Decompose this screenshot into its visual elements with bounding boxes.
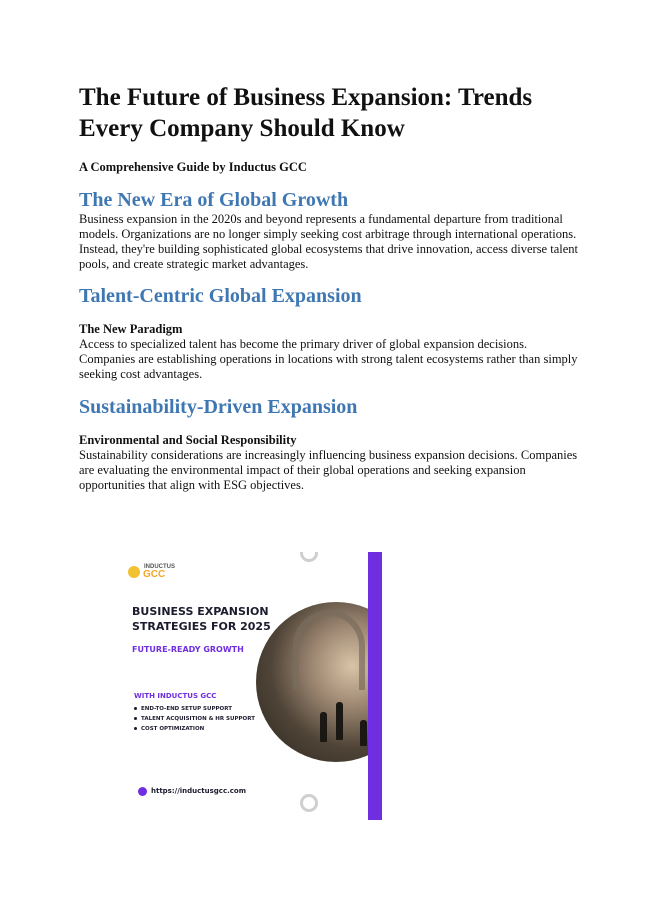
- bullet-icon: [134, 717, 137, 720]
- feature-text: END-TO-END SETUP SUPPORT: [141, 706, 232, 712]
- document-subtitle: A Comprehensive Guide by Inductus GCC: [79, 160, 307, 174]
- promo-with-label: WITH INDUCTUS GCC: [134, 692, 217, 700]
- promo-title: BUSINESS EXPANSION STRATEGIES FOR 2025: [132, 605, 271, 633]
- photo-arch: [293, 610, 365, 690]
- feature-text: TALENT ACQUISITION & HR SUPPORT: [141, 716, 255, 722]
- promo-accent-strip: [368, 552, 382, 820]
- promo-feature-list: [134, 704, 255, 734]
- feature-text: COST OPTIMIZATION: [141, 726, 205, 732]
- section-heading-talent: Talent-Centric Global Expansion: [79, 285, 362, 307]
- document-title: The Future of Business Expansion: Trends Every Company Should Know: [79, 84, 533, 142]
- section-paragraph-talent: Access to specialized talent has become the primary driver of global expansion decisions. Companies are establishing operations in locations with strong talent ecosystems rather than simply seeking cost advantages.: [79, 337, 578, 381]
- photo-person: [336, 702, 343, 740]
- list-item: [134, 714, 255, 724]
- section-subheading-talent: The New Paradigm: [79, 322, 183, 336]
- section-paragraph-global-growth: Business expansion in the 2020s and beyond represents a fundamental departure from traditional models. Organizations are no longer simply seeking cost arbitrage through international operations. Instead, they're building sophisticated global ecosystems that drive innovation, access diverse talent pools, and create strategic market advantages.: [79, 212, 578, 271]
- promo-tagline: FUTURE-READY GROWTH: [132, 645, 244, 654]
- list-item: [134, 704, 255, 714]
- section-subheading-sustainability: Environmental and Social Responsibility: [79, 433, 297, 447]
- bullet-icon: [134, 707, 137, 710]
- section-paragraph-sustainability: Sustainability considerations are increasingly influencing business expansion decisions. Companies are evaluating the environmental impact of their global operations and seeking expansion opportunities that align with ESG objectives.: [79, 448, 578, 492]
- globe-icon: [138, 787, 147, 796]
- promo-url: https://inductusgcc.com: [151, 787, 247, 795]
- section-heading-sustainability: Sustainability-Driven Expansion: [79, 396, 358, 418]
- decorative-ring-icon: [300, 552, 318, 562]
- promo-image: [110, 552, 382, 820]
- logo-text-inductus: INDUCTUS: [144, 564, 175, 570]
- decorative-ring-icon: [300, 794, 318, 812]
- logo-text-gcc: GCC: [143, 569, 166, 580]
- photo-person: [320, 712, 327, 742]
- sun-logo-icon: [128, 566, 140, 578]
- list-item: [134, 724, 255, 734]
- document-body: [79, 82, 579, 493]
- photo-person: [360, 720, 367, 746]
- section-heading-global-growth: The New Era of Global Growth: [79, 189, 349, 211]
- bullet-icon: [134, 727, 137, 730]
